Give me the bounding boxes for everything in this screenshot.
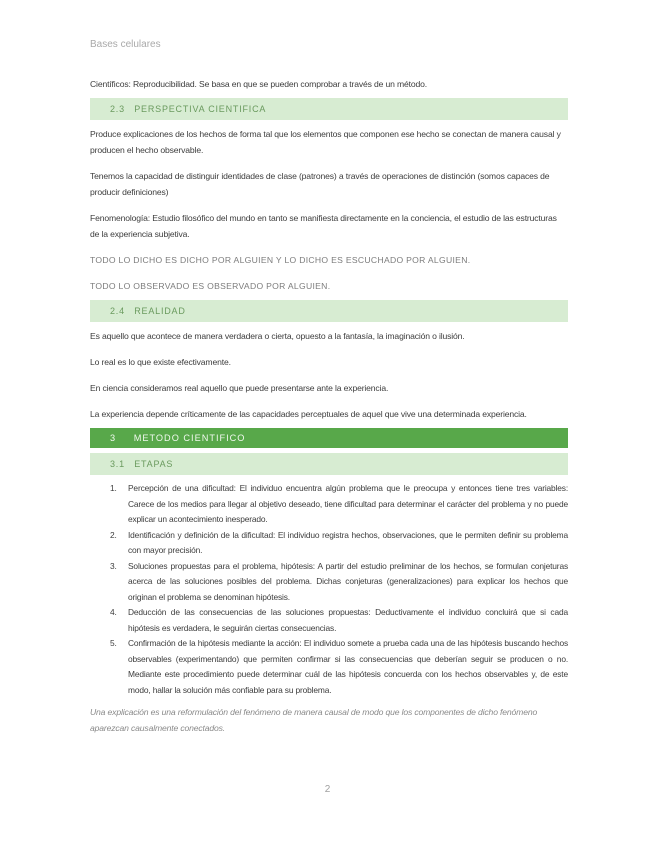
- section-number: 2.4: [110, 306, 125, 316]
- list-item-text: Percepción de una dificultad: El individuo encuentra algún problema que le preocupa y entonces tiene tres variables: Carece de los medios para llegar al objetivo deseado, tiene dificultad para determinar el carácter del problema y no puede explicar un acontecimiento inesperado.: [128, 483, 568, 524]
- paragraph: Produce explicaciones de los hechos de forma tal que los elementos que componen ese hecho se conectan de manera causal y producen el hecho observable.: [90, 129, 561, 155]
- paragraph: Lo real es lo que existe efectivamente.: [90, 357, 231, 367]
- caps-line: TODO LO DICHO ES DICHO POR ALGUIEN Y LO DICHO ES ESCUCHADO POR ALGUIEN.: [90, 255, 471, 265]
- section-title: ETAPAS: [134, 459, 174, 469]
- section-number: 3.1: [110, 459, 125, 469]
- closing-note: Una explicación es una reformulación del fenómeno de manera causal de modo que los componentes de dicho fenómeno aparezcan causalmente conectados.: [90, 707, 538, 733]
- section-heading-3: [90, 428, 568, 448]
- list-item-number: 1.: [110, 483, 117, 493]
- list-item: [90, 605, 568, 636]
- list-item: [90, 559, 568, 606]
- list-item-text: Deducción de las consecuencias de las soluciones propuestas: Deductivamente el individuo concluirá que si cada hipótesis es verdadera, le seguirán ciertas consecuencias.: [128, 607, 568, 633]
- stages-list: [90, 481, 568, 698]
- section-number: 3: [110, 433, 117, 443]
- section-heading-2-3: [90, 98, 568, 120]
- list-item-number: 3.: [110, 560, 117, 571]
- section-title: REALIDAD: [134, 306, 186, 316]
- list-item-text: Confirmación de la hipótesis mediante la acción: El individuo somete a prueba cada una de las hipótesis buscando hechos observables (experimentando) que permiten confirmar si las consecuencias que deberían seguir se producen o no. Mediante este procedimiento puede determinar cuál de las hipótesis concuerda con los hechos observables y, de este modo, hallar la solución más confiable para su problema.: [128, 638, 568, 695]
- list-item: [90, 528, 568, 559]
- list-item-number: 5.: [110, 638, 117, 648]
- caps-line: TODO LO OBSERVADO ES OBSERVADO POR ALGUIEN.: [90, 281, 331, 291]
- intro-paragraph: Científicos: Reproducibilidad. Se basa en que se pueden comprobar a través de un método.: [90, 79, 427, 89]
- page-header: Bases celulares: [90, 39, 161, 50]
- section-heading-3-1: [90, 453, 568, 475]
- page-number: 2: [324, 784, 331, 795]
- section-heading-2-4: [90, 300, 568, 322]
- paragraph: La experiencia depende críticamente de las capacidades perceptuales de aquel que vive una determinada experiencia.: [90, 409, 527, 419]
- section-title: METODO CIENTIFICO: [133, 433, 246, 443]
- section-number: 2.3: [110, 104, 125, 114]
- paragraph: Fenomenología: Estudio filosófico del mundo en tanto se manifiesta directamente en la conciencia, el estudio de las estructuras de la experiencia subjetiva.: [90, 213, 557, 239]
- paragraph: En ciencia consideramos real aquello que puede presentarse ante la experiencia.: [90, 383, 389, 393]
- page-content: [90, 76, 568, 736]
- list-item-number: 2.: [110, 529, 117, 540]
- section-title: PERSPECTIVA CIENTIFICA: [134, 104, 267, 114]
- list-item: [90, 636, 568, 698]
- list-item-text: Identificación y definición de la dificultad: El individuo registra hechos, observaciones, que le permiten definir su problema con mayor precisión.: [128, 529, 568, 555]
- paragraph: Tenemos la capacidad de distinguir identidades de clase (patrones) a través de operaciones de distinción (somos capaces de producir definiciones): [90, 171, 550, 197]
- list-item-number: 4.: [110, 607, 117, 617]
- paragraph: Es aquello que acontece de manera verdadera o cierta, opuesto a la fantasía, la imaginación o ilusión.: [90, 331, 465, 341]
- list-item: [90, 481, 568, 528]
- list-item-text: Soluciones propuestas para el problema, hipótesis: A partir del estudio preliminar de los hechos, se formulan conjeturas acerca de las soluciones posibles del problema. Dichas conjeturas (generalizaciones) para explicar los hechos que originan el problema se denominan hipótesis.: [128, 560, 568, 602]
